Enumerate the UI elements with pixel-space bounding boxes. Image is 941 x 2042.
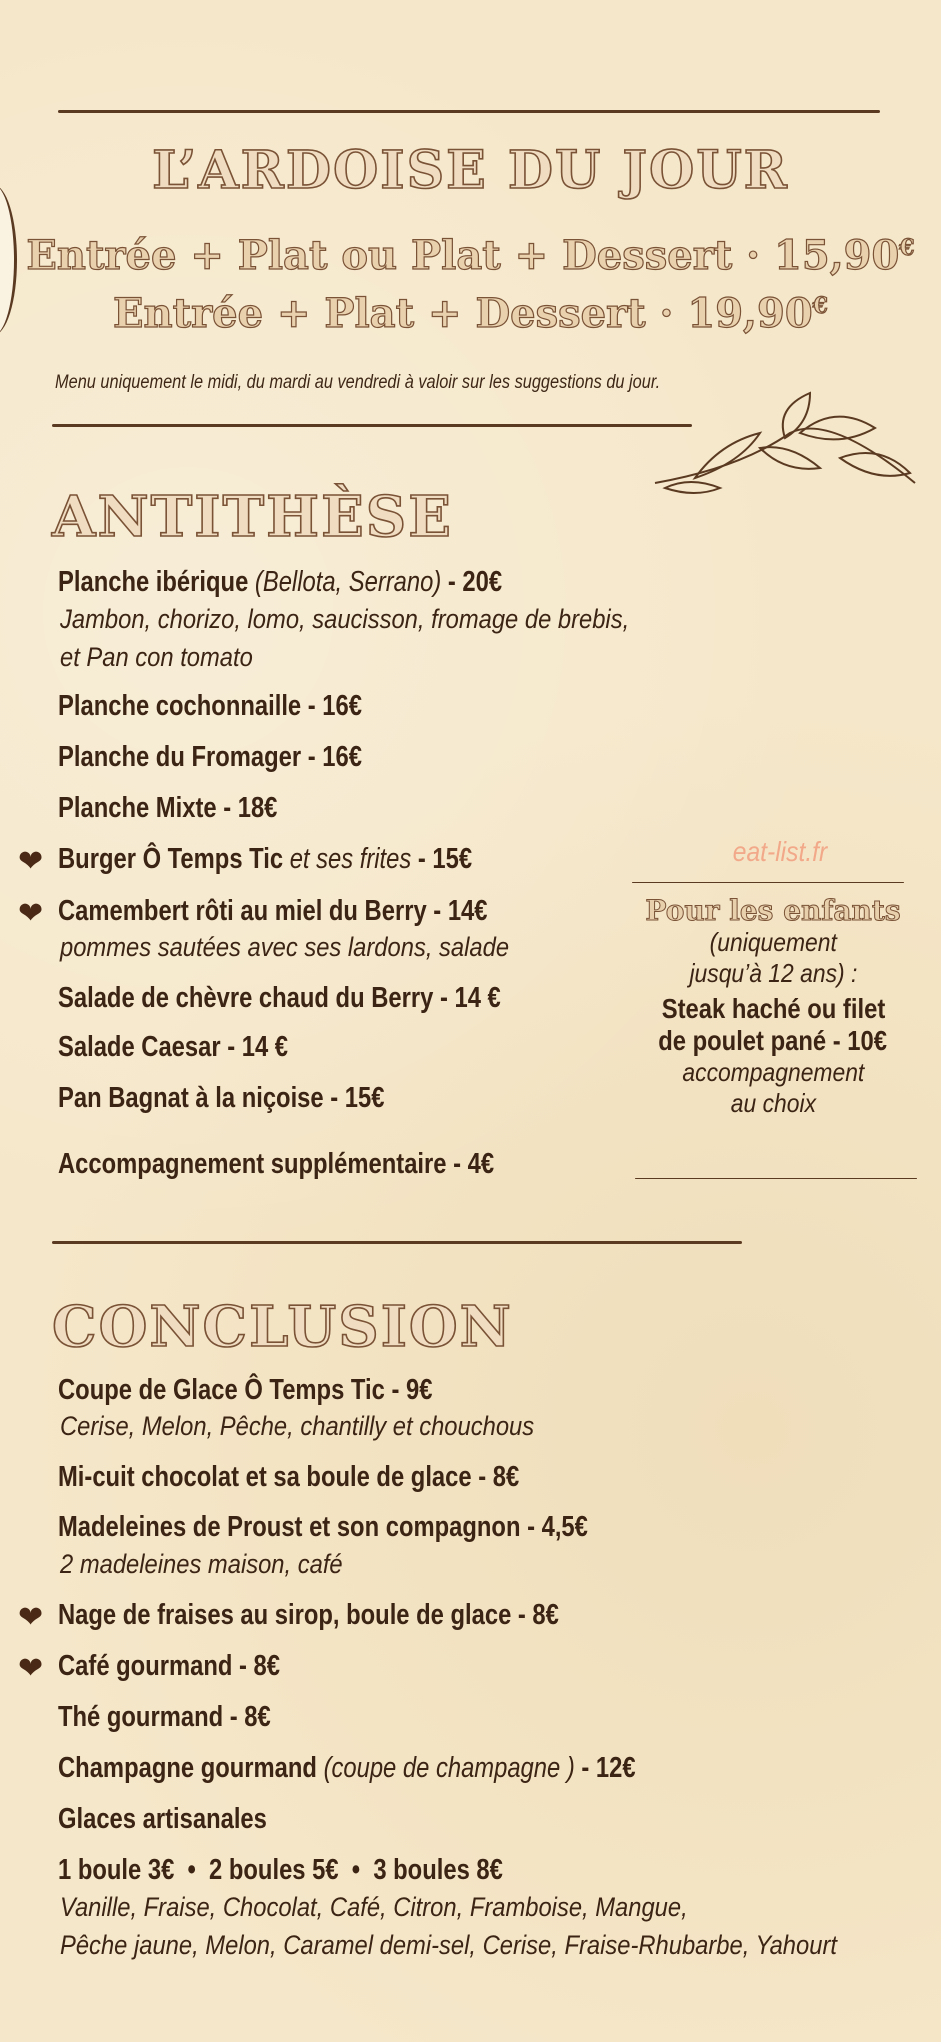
item-name: Burger Ô Temps Tic [58, 843, 284, 875]
formula-2-text: Entrée + Plat + Dessert · 19,90 [113, 290, 813, 337]
item-description: et Pan con tomato [60, 642, 253, 672]
item-name: Planche ibérique [58, 566, 249, 598]
kids-line: jusqu’à 12 ans) : [689, 958, 857, 988]
menu-item-nage-fraises: Nage de fraises au sirop, boule de glace - 8€ [58, 1599, 559, 1631]
item-description: Cerise, Melon, Pêche, chantilly et chouchous [60, 1411, 535, 1441]
menu-item-cafe-gourmand: Café gourmand - 8€ [58, 1650, 280, 1682]
section-rule [52, 1241, 742, 1244]
item-description: Pêche jaune, Melon, Caramel demi-sel, Cerise, Fraise-Rhubarbe, Yahourt [60, 1930, 837, 1960]
section-heading-conclusion: CONCLUSION [52, 1294, 513, 1360]
item-detail: (coupe de champagne ) [323, 1752, 575, 1784]
menu-item-coupe-glace: Coupe de Glace Ô Temps Tic - 9€ [58, 1374, 433, 1406]
kids-menu [628, 894, 918, 1119]
menu-item-salade-chevre: Salade de chèvre chaud du Berry - 14 € [58, 982, 501, 1014]
formula-2 [0, 290, 941, 337]
kids-line: de poulet pané - 10€ [658, 1025, 888, 1056]
heart-icon: ❤ [18, 1652, 44, 1685]
heart-icon: ❤ [18, 845, 44, 878]
menu-item-planche-mixte: Planche Mixte - 18€ [58, 792, 278, 824]
menu-item-planche-iberique [58, 566, 502, 599]
item-description: Jambon, chorizo, lomo, saucisson, fromage de brebis, [60, 604, 630, 634]
heart-icon: ❤ [18, 1601, 44, 1634]
kids-line: accompagnement [682, 1057, 864, 1087]
kids-top-rule [632, 882, 904, 883]
menu-item-accompagnement: Accompagnement supplémentaire - 4€ [58, 1148, 495, 1180]
menu-item-camembert: Camembert rôti au miel du Berry - 14€ [58, 895, 488, 927]
formula-1-text: Entrée + Plat ou Plat + Dessert · 15,90 [26, 232, 900, 279]
section-heading-antithese: ANTITHÈSE [52, 484, 453, 550]
kids-line: Steak haché ou filet [661, 993, 885, 1024]
item-detail: et ses frites [289, 843, 412, 875]
menu-item-the-gourmand: Thé gourmand - 8€ [58, 1701, 271, 1733]
item-price: - 12€ [581, 1752, 636, 1784]
kids-line: (uniquement [709, 927, 837, 957]
menu-item-champagne-gourmand [58, 1752, 636, 1785]
formula-1 [0, 232, 941, 279]
page-title: L’ARDOISE DU JOUR [152, 140, 789, 201]
menu-item-madeleines: Madeleines de Proust et son compagnon - 4,5€ [58, 1511, 588, 1543]
formula-2-currency: € [812, 293, 828, 319]
kids-title: Pour les enfants [645, 894, 901, 927]
kids-bottom-rule [635, 1178, 917, 1179]
menu-note: Menu uniquement le midi, du mardi au vendredi à valoir sur les suggestions du jour. [55, 372, 661, 393]
item-description: Vanille, Fraise, Chocolat, Café, Citron, Framboise, Mangue, [60, 1892, 688, 1922]
menu-item-glaces-artisanales: Glaces artisanales [58, 1803, 267, 1835]
note-rule [52, 424, 692, 427]
menu-item-planche-cochonnaille: Planche cochonnaille - 16€ [58, 690, 362, 722]
item-detail: (Bellota, Serrano) [254, 566, 442, 598]
item-name: Champagne gourmand [58, 1752, 317, 1784]
item-description: 2 madeleines maison, café [60, 1549, 343, 1579]
item-price: - 20€ [447, 566, 503, 598]
item-price: - 15€ [417, 843, 473, 875]
top-rule [58, 110, 880, 113]
menu-item-planche-fromager: Planche du Fromager - 16€ [58, 741, 362, 773]
heart-icon: ❤ [18, 897, 44, 930]
menu-item-boules: 1 boule 3€ • 2 boules 5€ • 3 boules 8€ [58, 1854, 503, 1886]
kids-line: au choix [730, 1088, 816, 1118]
menu-item-salade-caesar: Salade Caesar - 14 € [58, 1031, 289, 1063]
menu-item-burger [58, 843, 472, 876]
watermark: eat-list.fr [732, 836, 828, 867]
item-description: pommes sautées avec ses lardons, salade [60, 932, 510, 962]
formula-1-currency: € [899, 235, 915, 261]
olive-branch-icon [650, 388, 920, 498]
menu-item-pan-bagnat: Pan Bagnat à la niçoise - 15€ [58, 1082, 385, 1114]
menu-item-mi-cuit: Mi-cuit chocolat et sa boule de glace - 8€ [58, 1461, 520, 1493]
